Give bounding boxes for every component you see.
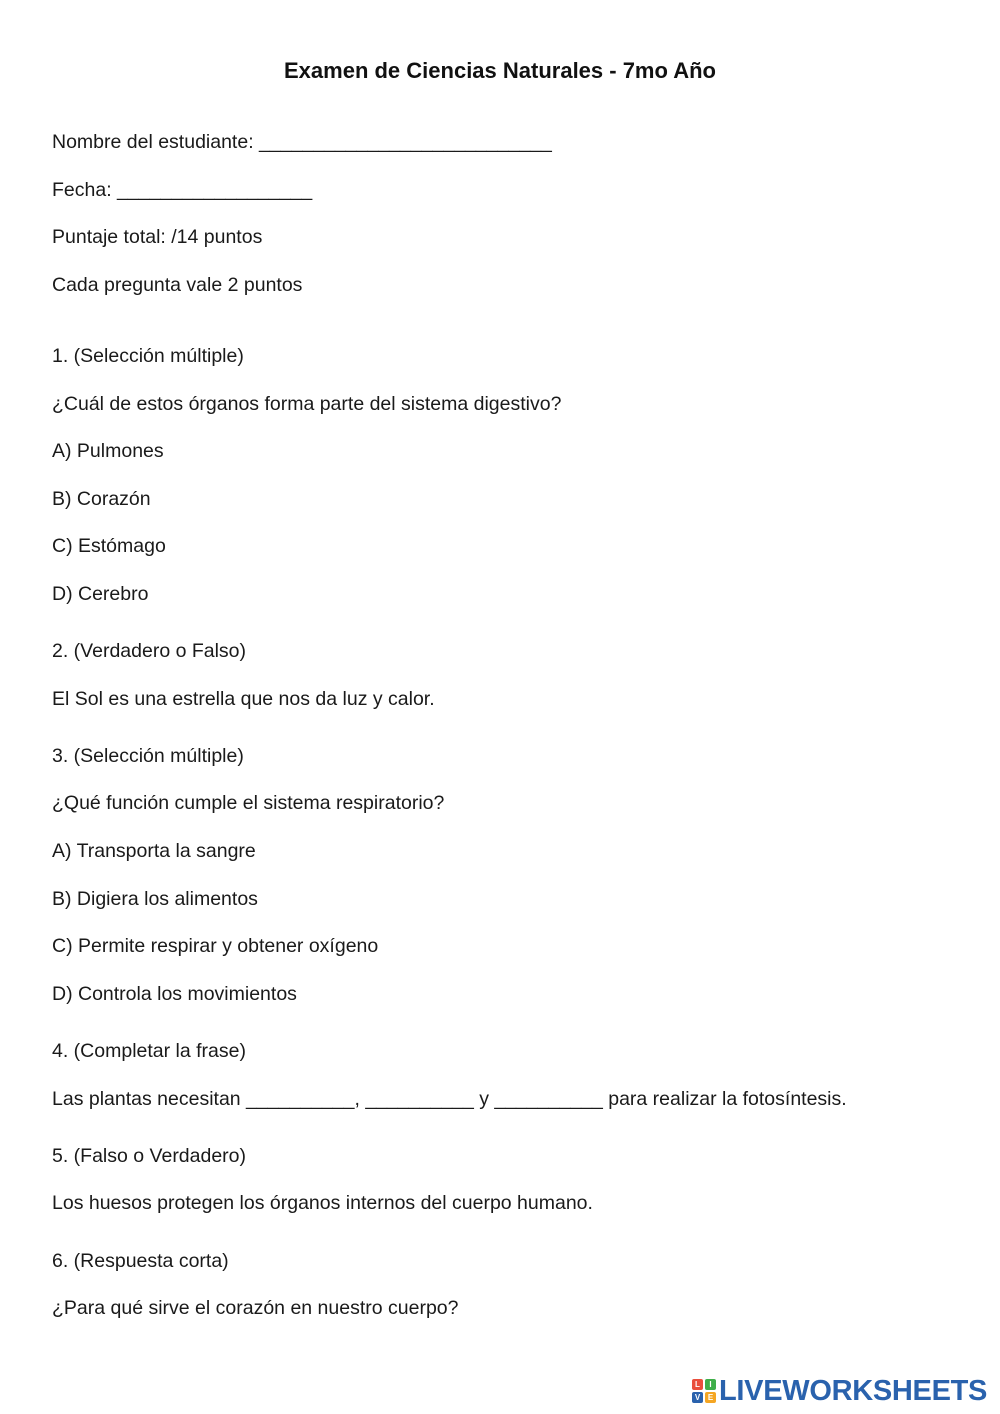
question-1-option-b[interactable]: B) Corazón [52,488,151,510]
question-3-option-a[interactable]: A) Transporta la sangre [52,840,256,862]
question-3-option-b[interactable]: B) Digiera los alimentos [52,888,258,910]
logo-tile-v: V [692,1392,703,1403]
date-field[interactable]: Fecha: __________________ [52,179,313,201]
question-5-prompt: Los huesos protegen los órganos internos del cuerpo humano. [52,1192,593,1214]
question-5-label: 5. (Falso o Verdadero) [52,1145,247,1167]
logo-tile-i: I [705,1379,716,1390]
question-1-label: 1. (Selección múltiple) [52,345,244,367]
liveworksheets-logo [692,1376,987,1406]
total-score: Puntaje total: /14 puntos [52,226,263,248]
question-3-option-c[interactable]: C) Permite respirar y obtener oxígeno [52,935,379,957]
student-name-field[interactable]: Nombre del estudiante: ___________________________ [52,131,552,153]
question-1-option-c[interactable]: C) Estómago [52,535,166,557]
question-6-prompt: ¿Para qué sirve el corazón en nuestro cuerpo? [52,1297,459,1319]
question-3-label: 3. (Selección múltiple) [52,745,244,767]
question-3-prompt: ¿Qué función cumple el sistema respiratorio? [52,792,445,814]
page-title: Examen de Ciencias Naturales - 7mo Año [284,58,716,83]
question-6-label: 6. (Respuesta corta) [52,1250,229,1272]
question-4-prompt[interactable]: Las plantas necesitan __________, __________ y __________ para realizar la fotosíntesis. [52,1088,847,1110]
question-3-option-d[interactable]: D) Controla los movimientos [52,983,297,1005]
question-1-option-d[interactable]: D) Cerebro [52,583,149,605]
question-2-prompt: El Sol es una estrella que nos da luz y calor. [52,688,435,710]
logo-text: LIVEWORKSHEETS [719,1375,988,1407]
question-4-label: 4. (Completar la frase) [52,1040,246,1062]
points-per-question: Cada pregunta vale 2 puntos [52,274,303,296]
question-1-prompt: ¿Cuál de estos órganos forma parte del sistema digestivo? [52,393,562,415]
question-2-label: 2. (Verdadero o Falso) [52,640,247,662]
question-1-option-a[interactable]: A) Pulmones [52,440,164,462]
logo-tile-e: E [705,1392,716,1403]
logo-icon [692,1379,716,1403]
logo-tile-l: L [692,1379,703,1390]
